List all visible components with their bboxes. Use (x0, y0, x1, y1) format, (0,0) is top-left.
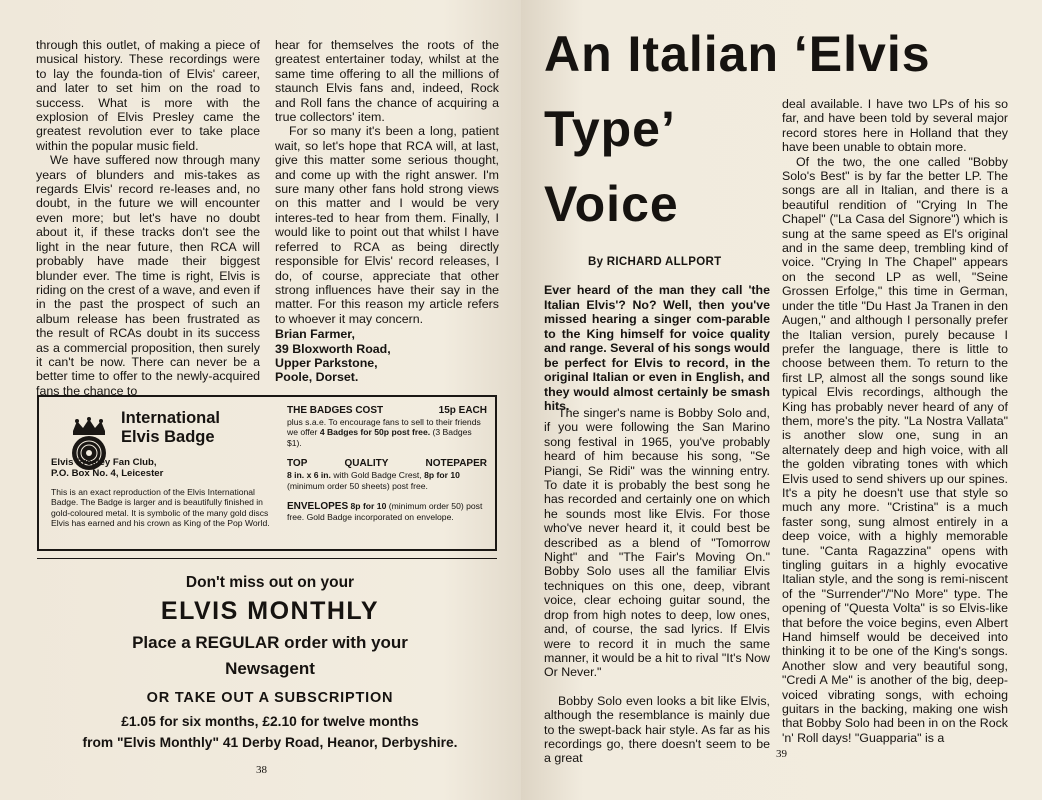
notepaper-size: 8 in. x 6 in. (287, 470, 331, 481)
notepaper-heading-top: TOP (287, 458, 308, 470)
page-number-right: 39 (776, 748, 787, 760)
right-col1-paragraph-2: Bobby Solo even looks a bit like Elvis, although the resemblance is mainly due to the swept-back hair style. As far as his recordings go, there doesn't seem to be a great (544, 693, 770, 766)
envelopes-price: 8p for 10 (350, 501, 387, 512)
article-intro: Ever heard of the man they call 'the Italian Elvis'? No? Well, then you've missed hearing a singer com-parable to the King himself for voice quality and range. Several of his songs would be perfect for Elvis to record, in the original Italian or even in English, and they would almost certainly be smash hits. (544, 283, 770, 413)
right-column-1 (544, 406, 770, 766)
ad-newsagent: Newsagent (225, 659, 315, 678)
right-col1-paragraph-1: The singer's name is Bobby Solo and, if you were following the San Marino song festival in 1965, you've probably heard of him because his song, "Se Piangi, Se Ridi" was the winning entry. To date it is probably the best song he has recorded and certainly one on which he sounds most like Elvis. For those who've never heard it, it could best be described as a blend of "Tomorrow Night" and "The Fair's Moving On." Bobby Solo uses all the familiar Elvis techniques on this one, deep, vibrant voice, clear echoing guitar sound, the drop from high notes to deep, low ones, and, of course, the sad lyrics. If Elvis were to record it in much the same manner, it would be a hit to rival "It's Now Or Never." (544, 406, 770, 680)
left-col1-paragraph-1: through this outlet, of making a piece of musical history. These recordings were to lay the founda-tion of Elvis' career, and later to set him on the road to success. What is more with the explosion of Elvis Presley came the greatest revolution ever to take place within the popular music field. (36, 38, 260, 153)
right-col2-paragraph-1: deal available. I have two LPs of his so far, and have been told by several major record stores here in Holland that they have been unable to obtain more. (782, 97, 1008, 155)
badges-cost-label: THE BADGES COST (287, 405, 384, 416)
badge-advert-box (37, 395, 497, 551)
left-col2-paragraph-1: hear for themselves the roots of the greatest entertainer today, whilst at the same time offering to all the millions of staunch Elvis fans and, indeed, Rock and Roll fans the chance of acquiring a true collectors' item. (275, 38, 499, 125)
badges-offer-price: 4 Badges for 50p post free. (319, 427, 431, 438)
badge-price-list (287, 405, 487, 523)
notepaper-heading-quality: QUALITY (344, 458, 389, 470)
right-col2-paragraph-2: Of the two, the one called "Bobby Solo's Best" is by far the better LP. The songs are all in Italian, and there is a beautiful rendition of "Crying In The Chapel" ("La Casa del Signore") which is sung at the same speed as El's original and in the same deep, trembling kind of voice. "Crying In The Chapel" appears on the second LP as well, "Seine Grossen Erfolge," this time in German, under the title "Du Hast Ja Tranen in den Augen," and although I personally prefer the Italian version, purely because I prefer the language, there is little to choose between them. To return to the first LP, almost all the songs sound like typical Elvis recordings, although the King has probably never heard of any of them, more's the pity. "La Nostra Vallata" is another slow one, sung in an alternately deep and high voice, with all the golden vibrating tones with which Elvis used to send shivers up our spines. It's a pity he doesn't use that style so much any more. "Cristina" is a much faster song, sung almost entirely in a deep voice, with a highly memorable tune. "Canta Ragazzina" opens with tingling guitars in a highly evocative Italian style, and the song is remi-niscent of the "Surrender"/"No More" type. The opening of "Questa Volta" is so Elvis-like that before the voice begins, even Albert Hand himself would be deceived into thinking it to be one of the King's songs. Another slow and very beautiful song, "Credi A Me" is another of the big, deep-voiced vibrating songs, with echoing guitars in the backing, making one wish that Bobby Solo had been in on the Rock 'n' Roll days! "Guapparia" is a (782, 154, 1008, 745)
left-column-2 (275, 38, 499, 385)
author-signature (275, 327, 499, 385)
article-title-line-2: Type’ (544, 101, 676, 157)
notepaper-crest: with Gold Badge Crest, (333, 470, 422, 481)
badge-title (121, 409, 220, 447)
badges-offer-dollar: (3 Badges $1). (287, 427, 472, 448)
ad-line-3: Place a REGULAR order with your (132, 633, 408, 652)
ad-elvis-monthly: ELVIS MONTHLY (160, 597, 380, 625)
ad-top-rule (37, 558, 497, 559)
page-number-left: 38 (256, 764, 267, 776)
badges-cost-heading (287, 405, 487, 417)
left-col2-paragraph-2: For so many it's been a long, patient wait, so let's hope that RCA will, at last, give this matter some serious thought, and come up with the right answer. I'm sure many other fans hold strong views on this matter and I would be very interes-ted to hear from them. Finally, I would like to point out that whilst I have referred to RCA as being directly responsible for Elvis' record releases, I do, of course, appreciate that other strong influences have their say in the matter. For this reason my article refers to whoever it may concern. (275, 124, 499, 326)
fan-club-name: Elvis Presley Fan Club, (51, 457, 157, 468)
signature-address-3: Poole, Dorset. (275, 370, 359, 385)
badges-cost-text (287, 417, 487, 448)
signature-name: Brian Farmer, (275, 327, 355, 342)
notepaper-price: 8p for 10 (424, 470, 460, 481)
envelopes-text (287, 501, 487, 523)
left-col1-paragraph-2: We have suffered now through many years of blunders and mis-takes as regards Elvis' record re-leases and, no doubt, in the future we will encounter even more; but let's have no doubt about it, if these tracks don't see the light in the near future, then RCA will probably have made their biggest blunder ever. The time is right, Elvis is riding on the crest of a wave, and even if in the past the prospect of such an album release has been frustrated as the result of RCAs doubt in its success as a commercial proposition, then surely it can't be now. There can never be a better time to offer to the newly-acquired fans the chance to (36, 153, 260, 398)
badge-title-line-2: Elvis Badge (121, 428, 215, 446)
article-title-line-3: Voice (544, 176, 679, 232)
badges-offer-text: plus s.a.e. To encourage fans to sell to their friends we offer (287, 417, 481, 438)
left-column-1 (36, 38, 260, 398)
ad-address: from "Elvis Monthly" 41 Derby Road, Heanor, Derbyshire. (82, 735, 458, 750)
ad-subscription: OR TAKE OUT A SUBSCRIPTION (146, 690, 394, 706)
badge-title-line-1: International (121, 409, 221, 427)
fan-club-address (51, 457, 163, 479)
notepaper-minimum: (minimum order 50 sheets) post free. (287, 480, 428, 491)
article-byline: By RICHARD ALLPORT (588, 256, 722, 268)
badge-description: This is an exact reproduction of the Elvis International Badge. The Badge is larger and is beautifully finished in gold-coloured metal. It is symbolic of the many gold discs Elvis has earned and his crown as King of the Pop World. (51, 487, 270, 529)
notepaper-text (287, 470, 487, 491)
article-title-line-1: An Italian ‘Elvis (544, 26, 931, 82)
ad-line-1: Don't miss out on your (185, 574, 355, 591)
notepaper-heading (287, 458, 487, 470)
right-column-2 (782, 97, 1008, 745)
ad-prices: £1.05 for six months, £2.10 for twelve months (121, 714, 419, 729)
fan-club-po-box: P.O. Box No. 4, Leicester (51, 468, 164, 479)
envelopes-heading: ENVELOPES (287, 501, 349, 513)
signature-address-1: 39 Bloxworth Road, (275, 341, 391, 356)
badges-cost-price: 15p EACH (438, 405, 487, 416)
envelopes-details: (minimum order 50) post free. Gold Badge incorporated on envelope. (287, 501, 483, 523)
notepaper-heading-notepaper: NOTEPAPER (425, 458, 487, 470)
signature-address-2: Upper Parkstone, (275, 355, 378, 370)
